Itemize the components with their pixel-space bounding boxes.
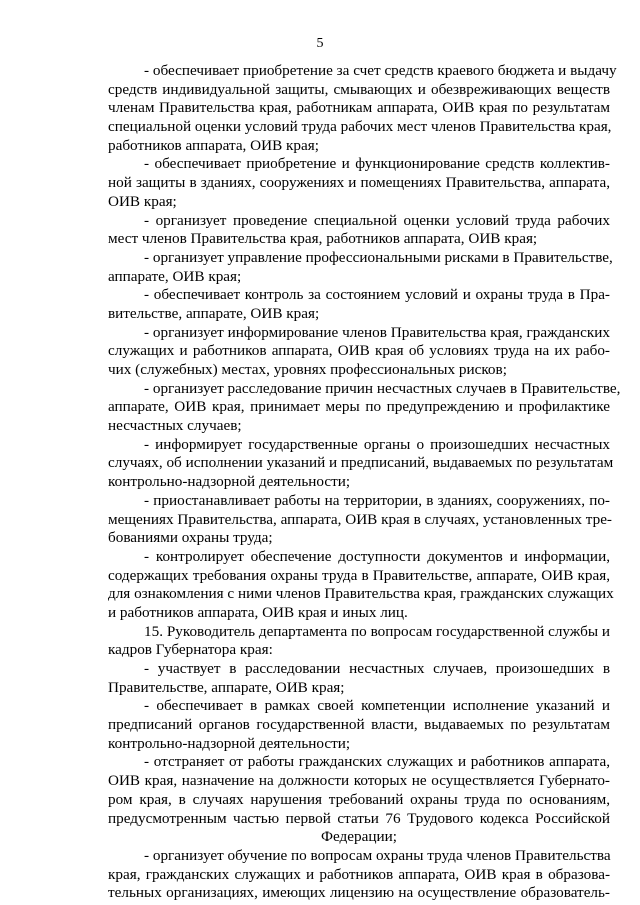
text-line: ром края, в случаях нарушения требований охраны труда по основаниям, [108, 790, 610, 808]
text-line: - участвует в расследовании несчастных случаев, произошедших в [144, 660, 610, 677]
text-line: - организует информирование членов Правительства края, гражданских [144, 323, 610, 341]
text-line: - обеспечивает в рамках своей компетенции исполнение указаний и [144, 697, 610, 715]
text-line: ОИВ края, назначение на должности которых не осуществляется Губернато- [108, 772, 610, 790]
document-body [108, 62, 621, 903]
text-line: 15. Руководитель департамента по вопросам государственной службы и [144, 622, 610, 640]
text-line: контрольно-надзорной деятельности; [108, 734, 351, 752]
text-line: края, гражданских служащих и работников аппарата, ОИВ края в образова- [108, 865, 610, 883]
text-line: - организует обучение по вопросам охраны труда членов Правительства [144, 846, 611, 864]
text-line: содержащих требования охраны труда в Правительстве, аппарате, ОИВ края, [108, 566, 610, 584]
text-line: средств индивидуальной защиты, смывающих и обезвреживающих веществ [108, 80, 610, 98]
text-line: аппарате, ОИВ края; [108, 267, 242, 285]
text-line: чих (служебных) местах, уровнях профессиональных рисков; [108, 361, 507, 378]
text-line: вительстве, аппарате, ОИВ края; [108, 304, 320, 322]
text-line: предусмотренным частью первой статьи 76 Трудового кодекса Российской [108, 809, 610, 827]
text-line: для ознакомления с ними членов Правительства края, гражданских служащих [108, 585, 614, 603]
text-line: мест членов Правительства края, работников аппарата, ОИВ края; [108, 230, 538, 248]
text-line: мещениях Правительства, аппарата, ОИВ края в случаях, установленных тре- [108, 510, 612, 528]
text-line: членам Правительства края, работникам аппарата, ОИВ края по результатам [108, 99, 610, 117]
text-line: - отстраняет от работы гражданских служащих и работников аппарата, [144, 753, 610, 771]
text-line: работников аппарата, ОИВ края; [108, 136, 319, 154]
text-line: ОИВ края; [108, 192, 177, 210]
text-line: ной защиты в зданиях, сооружениях и помещениях Правительства, аппарата, [108, 174, 610, 192]
text-line: предписаний органов государственной власти, выдаваемых по результатам [108, 716, 610, 734]
text-line: Федерации; [321, 828, 397, 846]
text-line: - организует проведение специальной оценки условий труда рабочих [144, 211, 610, 229]
text-line: - организует расследование причин несчастных случаев в Правительстве, [144, 379, 621, 397]
text-line: - организует управление профессиональными рисками в Правительстве, [144, 248, 613, 266]
text-line: контрольно-надзорной деятельности; [108, 473, 351, 491]
text-line: кадров Губернатора края: [108, 641, 273, 659]
text-line: Правительстве, аппарате, ОИВ края; [108, 678, 345, 696]
text-line: специальной оценки условий труда рабочих мест членов Правительства края, [108, 118, 612, 136]
text-line: служащих и работников аппарата, ОИВ края об условиях труда на их рабо- [108, 342, 610, 360]
text-line: тельных организациях, имеющих лицензию на осуществление образователь- [108, 884, 610, 902]
text-line: бованиями охраны труда; [108, 529, 273, 547]
text-line: и работников аппарата, ОИВ края и иных лиц. [108, 603, 408, 621]
text-line: несчастных случаев; [108, 417, 242, 435]
page-number: 5 [316, 36, 324, 51]
text-line: - обеспечивает контроль за состоянием условий и охраны труда в Пра- [144, 286, 610, 304]
text-line: - контролирует обеспечение доступности документов и информации, [144, 547, 610, 565]
text-line: - обеспечивает приобретение за счет средств краевого бюджета и выдачу [144, 62, 617, 79]
text-line: - информирует государственные органы о произошедших несчастных [144, 435, 610, 453]
text-line: - приостанавливает работы на территории, в зданиях, сооружениях, по- [144, 491, 610, 509]
text-line: аппарате, ОИВ края, принимает меры по предупреждению и профилактике [108, 398, 610, 416]
text-line: случаях, об исполнении указаний и предписаний, выдаваемых по результатам [108, 454, 614, 472]
text-line: - обеспечивает приобретение и функционирование средств коллектив- [144, 155, 610, 173]
